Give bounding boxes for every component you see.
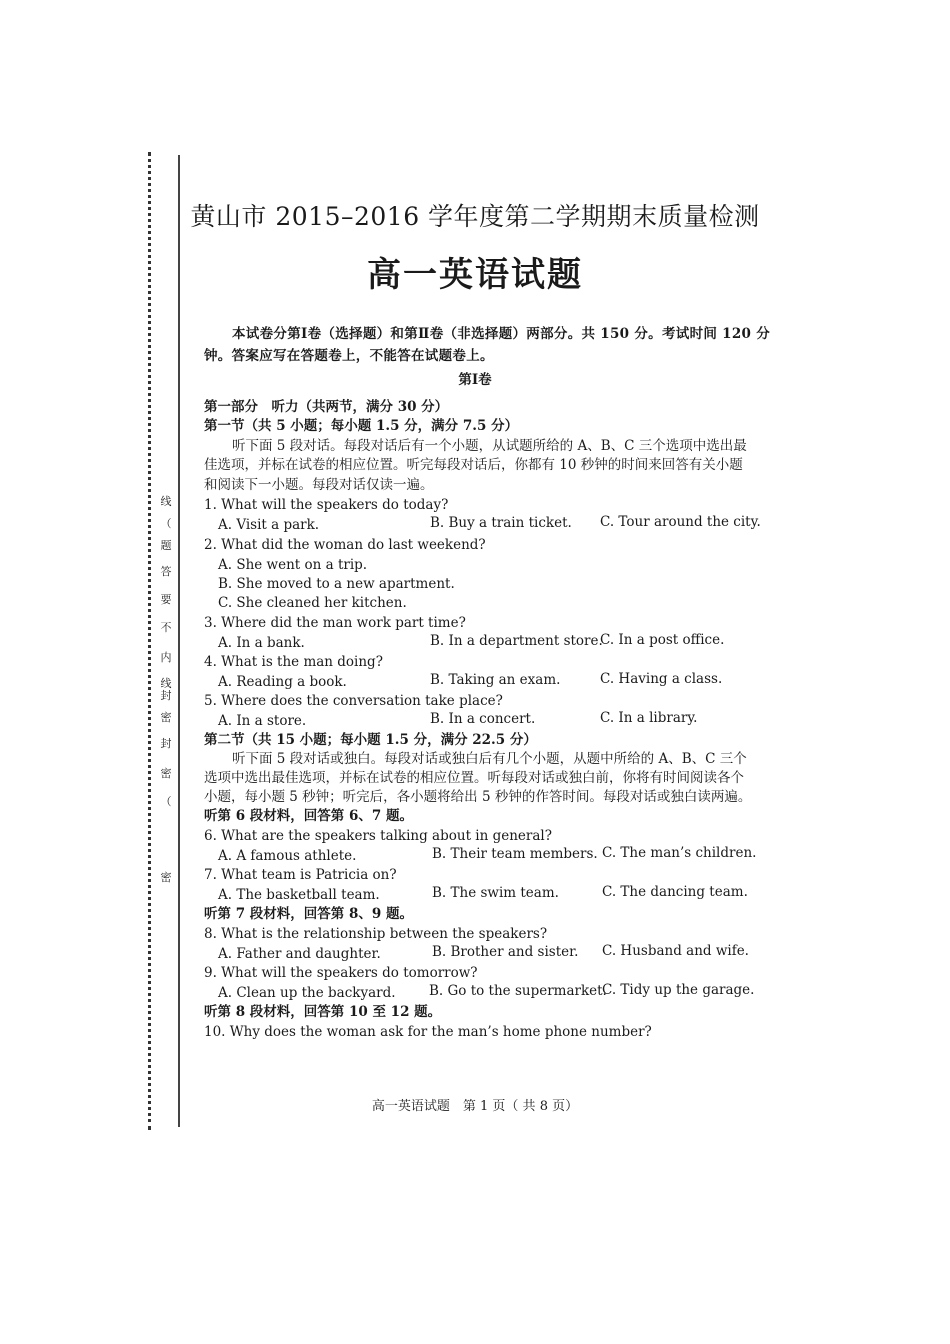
binding-margin-text <box>156 490 176 890</box>
binding-char: （ <box>160 517 172 530</box>
binding-char: 不 <box>160 621 172 634</box>
question-3-option-c: C. In a post office. <box>600 632 725 648</box>
binding-dotted-line <box>148 152 151 1130</box>
binding-char: （ <box>160 795 172 808</box>
question-2-stem: 2. What did the woman do last weekend? <box>204 537 486 553</box>
binding-char: 封 <box>160 689 172 702</box>
question-8-option-a: A. Father and daughter. <box>218 946 381 962</box>
intro-line-2: 钟。答案应写在答题卷上，不能答在试题卷上。 <box>204 348 494 364</box>
section2-instruction-2: 选项中选出最佳选项，并标在试卷的相应位置。听每段对话或独白前，你将有时间阅读各个 <box>204 770 744 786</box>
section2-instruction-1: 听下面 5 段对话或独白。每段对话或独白后有几个小题，从题中所给的 A、B、C 三个 <box>232 751 747 767</box>
binding-char: 线 <box>160 495 172 508</box>
binding-char: 要 <box>160 593 172 606</box>
part1-heading: 第一部分 听力（共两节，满分 30 分） <box>204 399 449 415</box>
question-5-option-c: C. In a library. <box>600 710 698 726</box>
section1-instruction-1: 听下面 5 段对话。每段对话后有一个小题，从试题所给的 A、B、C 三个选项中选出最 <box>232 438 747 454</box>
material-6-heading: 听第 6 段材料，回答第 6、7 题。 <box>204 808 413 824</box>
question-3-option-a: A. In a bank. <box>218 635 305 651</box>
question-4-option-a: A. Reading a book. <box>218 674 347 690</box>
section1-instruction-2: 佳选项，并标在试卷的相应位置。听完每段对话后，你都有 10 秒钟的时间来回答有关小题 <box>204 457 743 473</box>
question-1-stem: 1. What will the speakers do today? <box>204 497 449 513</box>
binding-char: 线 <box>160 677 172 690</box>
question-6-option-a: A. A famous athlete. <box>218 848 357 864</box>
question-1-option-b: B. Buy a train ticket. <box>430 515 572 531</box>
question-8-stem: 8. What is the relationship between the speakers? <box>204 926 548 942</box>
question-7-option-a: A. The basketball team. <box>218 887 380 903</box>
binding-char: 答 <box>160 565 172 578</box>
question-7-option-b: B. The swim team. <box>432 885 559 901</box>
question-1-option-c: C. Tour around the city. <box>600 514 761 530</box>
question-2-option-a: A. She went on a trip. <box>218 557 368 573</box>
material-8-heading: 听第 8 段材料，回答第 10 至 12 题。 <box>204 1004 442 1020</box>
intro-line-1: 本试卷分第Ⅰ卷（选择题）和第Ⅱ卷（非选择题）两部分。共 150 分。考试时间 120 分 <box>232 326 771 342</box>
question-2-option-b: B. She moved to a new apartment. <box>218 576 455 592</box>
question-2-option-c: C. She cleaned her kitchen. <box>218 595 407 611</box>
question-1-option-a: A. Visit a park. <box>218 517 320 533</box>
question-6-option-c: C. The man’s children. <box>602 845 757 861</box>
exam-title: 黄山市 2015–2016 学年度第二学期期末质量检测 <box>190 202 760 231</box>
binding-char: 密 <box>160 767 172 780</box>
question-10-stem: 10. Why does the woman ask for the man’s home phone number? <box>204 1024 652 1040</box>
question-7-stem: 7. What team is Patricia on? <box>204 867 397 883</box>
exam-subtitle: 高一英语试题 <box>367 255 583 295</box>
question-5-stem: 5. Where does the conversation take place? <box>204 693 503 709</box>
question-9-option-b: B. Go to the supermarket. <box>429 983 607 999</box>
question-4-stem: 4. What is the man doing? <box>204 654 383 670</box>
volume-heading: 第Ⅰ卷 <box>458 372 492 388</box>
binding-char: 密 <box>160 711 172 724</box>
binding-char: 封 <box>160 737 172 750</box>
question-5-option-b: B. In a concert. <box>430 711 536 727</box>
binding-char: 内 <box>160 651 172 664</box>
section1-heading: 第一节（共 5 小题；每小题 1.5 分，满分 7.5 分） <box>204 418 519 434</box>
question-8-option-b: B. Brother and sister. <box>432 944 579 960</box>
question-9-option-a: A. Clean up the backyard. <box>218 985 396 1001</box>
page-footer: 高一英语试题 第 1 页（ 共 8 页） <box>371 1099 579 1114</box>
question-6-option-b: B. Their team members. <box>432 846 598 862</box>
question-9-stem: 9. What will the speakers do tomorrow? <box>204 965 478 981</box>
material-7-heading: 听第 7 段材料，回答第 8、9 题。 <box>204 906 413 922</box>
question-5-option-a: A. In a store. <box>218 713 307 729</box>
binding-char: 密 <box>160 871 172 884</box>
question-3-option-b: B. In a department store. <box>430 633 603 649</box>
question-9-option-c: C. Tidy up the garage. <box>602 982 755 998</box>
question-4-option-b: B. Taking an exam. <box>430 672 561 688</box>
question-6-stem: 6. What are the speakers talking about in general? <box>204 828 552 844</box>
question-4-option-c: C. Having a class. <box>600 671 723 687</box>
question-3-stem: 3. Where did the man work part time? <box>204 615 466 631</box>
section2-heading: 第二节（共 15 小题；每小题 1.5 分，满分 22.5 分） <box>204 732 537 748</box>
question-7-option-c: C. The dancing team. <box>602 884 748 900</box>
question-8-option-c: C. Husband and wife. <box>602 943 749 959</box>
binding-char: 题 <box>160 539 172 552</box>
section1-instruction-3: 和阅读下一小题。每段对话仅读一遍。 <box>204 477 434 493</box>
margin-rule <box>178 155 180 1127</box>
section2-instruction-3: 小题，每小题 5 秒钟；听完后，各小题将给出 5 秒钟的作答时间。每段对话或独白读两遍。 <box>204 789 752 805</box>
